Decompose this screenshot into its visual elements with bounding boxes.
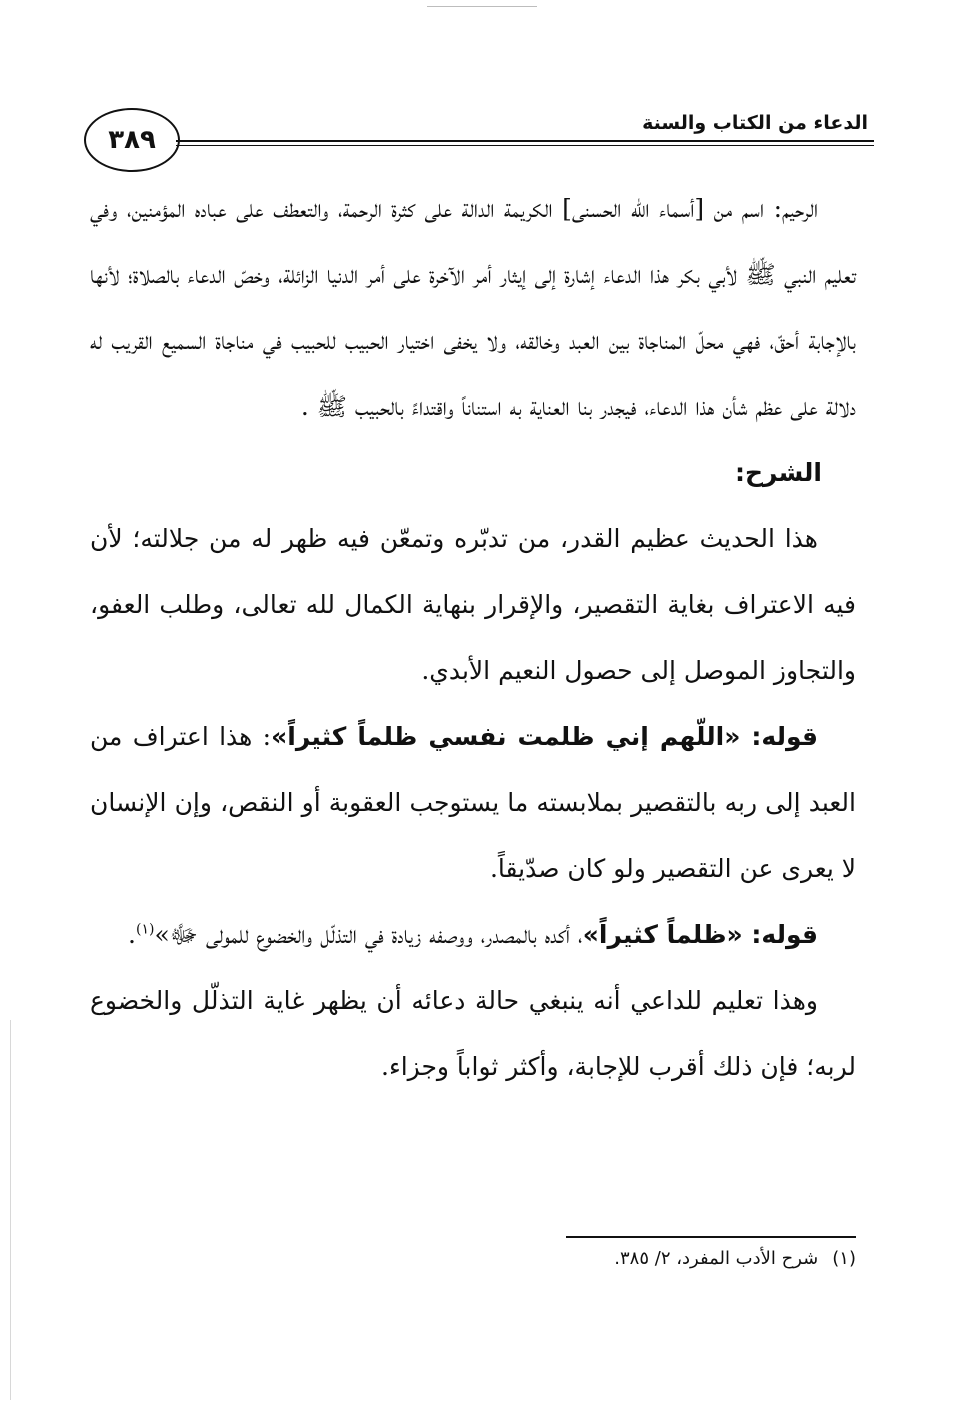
- scan-top-mark: [427, 6, 537, 7]
- page-number: ٣٨٩: [108, 125, 156, 155]
- footnote-reference[interactable]: (١): [135, 921, 155, 938]
- header-rule: [176, 140, 874, 146]
- hadith-quote: «ظلماً كثيراً»: [582, 920, 743, 949]
- closing-paragraph: وهذا تعليم للداعي أنه ينبغي حالة دعائه أن يظهر غاية التذلّل والخضوع لربه؛ فإن ذلك أقرب للإجابة، وأكثر ثواباً وجزاء.: [90, 986, 856, 1081]
- qawl-lead: قوله:: [740, 722, 819, 751]
- page-body: [90, 176, 856, 1100]
- qawl-explanation: : هذا اعتراف من العبد إلى ربه بالتقصير بملابسته ما يستوجب العقوبة أو النقص، وإن الإنسان لا يعرى عن التقصير ولو كان صدّيقاً.: [90, 722, 856, 883]
- qawl-explanation: ، أكده بالمصدر، ووصفه زيادة في التذلّل والخضوع للمولى ﷻ»: [154, 920, 583, 949]
- footnote: [614, 1248, 856, 1269]
- page-number-oval: [84, 108, 180, 172]
- footnote-text: شرح الأدب المفرد، ٢/ ٣٨٥.: [614, 1248, 819, 1269]
- footnote-number: (١): [832, 1248, 856, 1269]
- qawl-lead: قوله:: [742, 920, 818, 949]
- qawl-paragraph-1: [90, 704, 856, 902]
- sentence-end: .: [128, 920, 136, 949]
- scan-edge-line: [10, 1020, 11, 1400]
- page-header: [84, 100, 874, 180]
- footnote-separator: [566, 1236, 856, 1238]
- sharh-paragraph: هذا الحديث عظيم القدر، من تدبّره وتمعّن فيه ظهر له من جلالته؛ لأن فيه الاعتراف بغاية التقصير، والإقرار بنهاية الكمال لله تعالى، وطلب العفو، والتجاوز الموصل إلى حصول النعيم الأبدي.: [90, 524, 856, 685]
- intro-paragraph: الرحيم: اسم من [أسماء الله الحسنى] الكريمة الدالة على كثرة الرحمة، والتعطف على عباده المؤمنين، وفي تعليم النبي ﷺ لأبي بكر هذا الدعاء إشارة إلى إيثار أمر الآخرة على أمر الدنيا الزائلة، وخصّ الدعاء بالصلاة؛ لأنها بالإجابة أحقّ، فهي محلّ المناجاة بين العبد وخالقه، ولا يخفى اختيار الحبيب للحبيب في مناجاة السميع القريب له دلالة على عظم شأن هذا الدعاء، فيجدر بنا العناية به استناناً واقتداءً بالحبيب ﷺ .: [90, 194, 856, 421]
- sharh-heading: الشرح:: [735, 458, 822, 487]
- hadith-quote: «اللّهم إني ظلمت نفسي ظلماً كثيراً»: [271, 722, 741, 751]
- running-title: الدعاء من الكتاب والسنة: [642, 112, 868, 134]
- qawl-paragraph-2: [90, 902, 856, 968]
